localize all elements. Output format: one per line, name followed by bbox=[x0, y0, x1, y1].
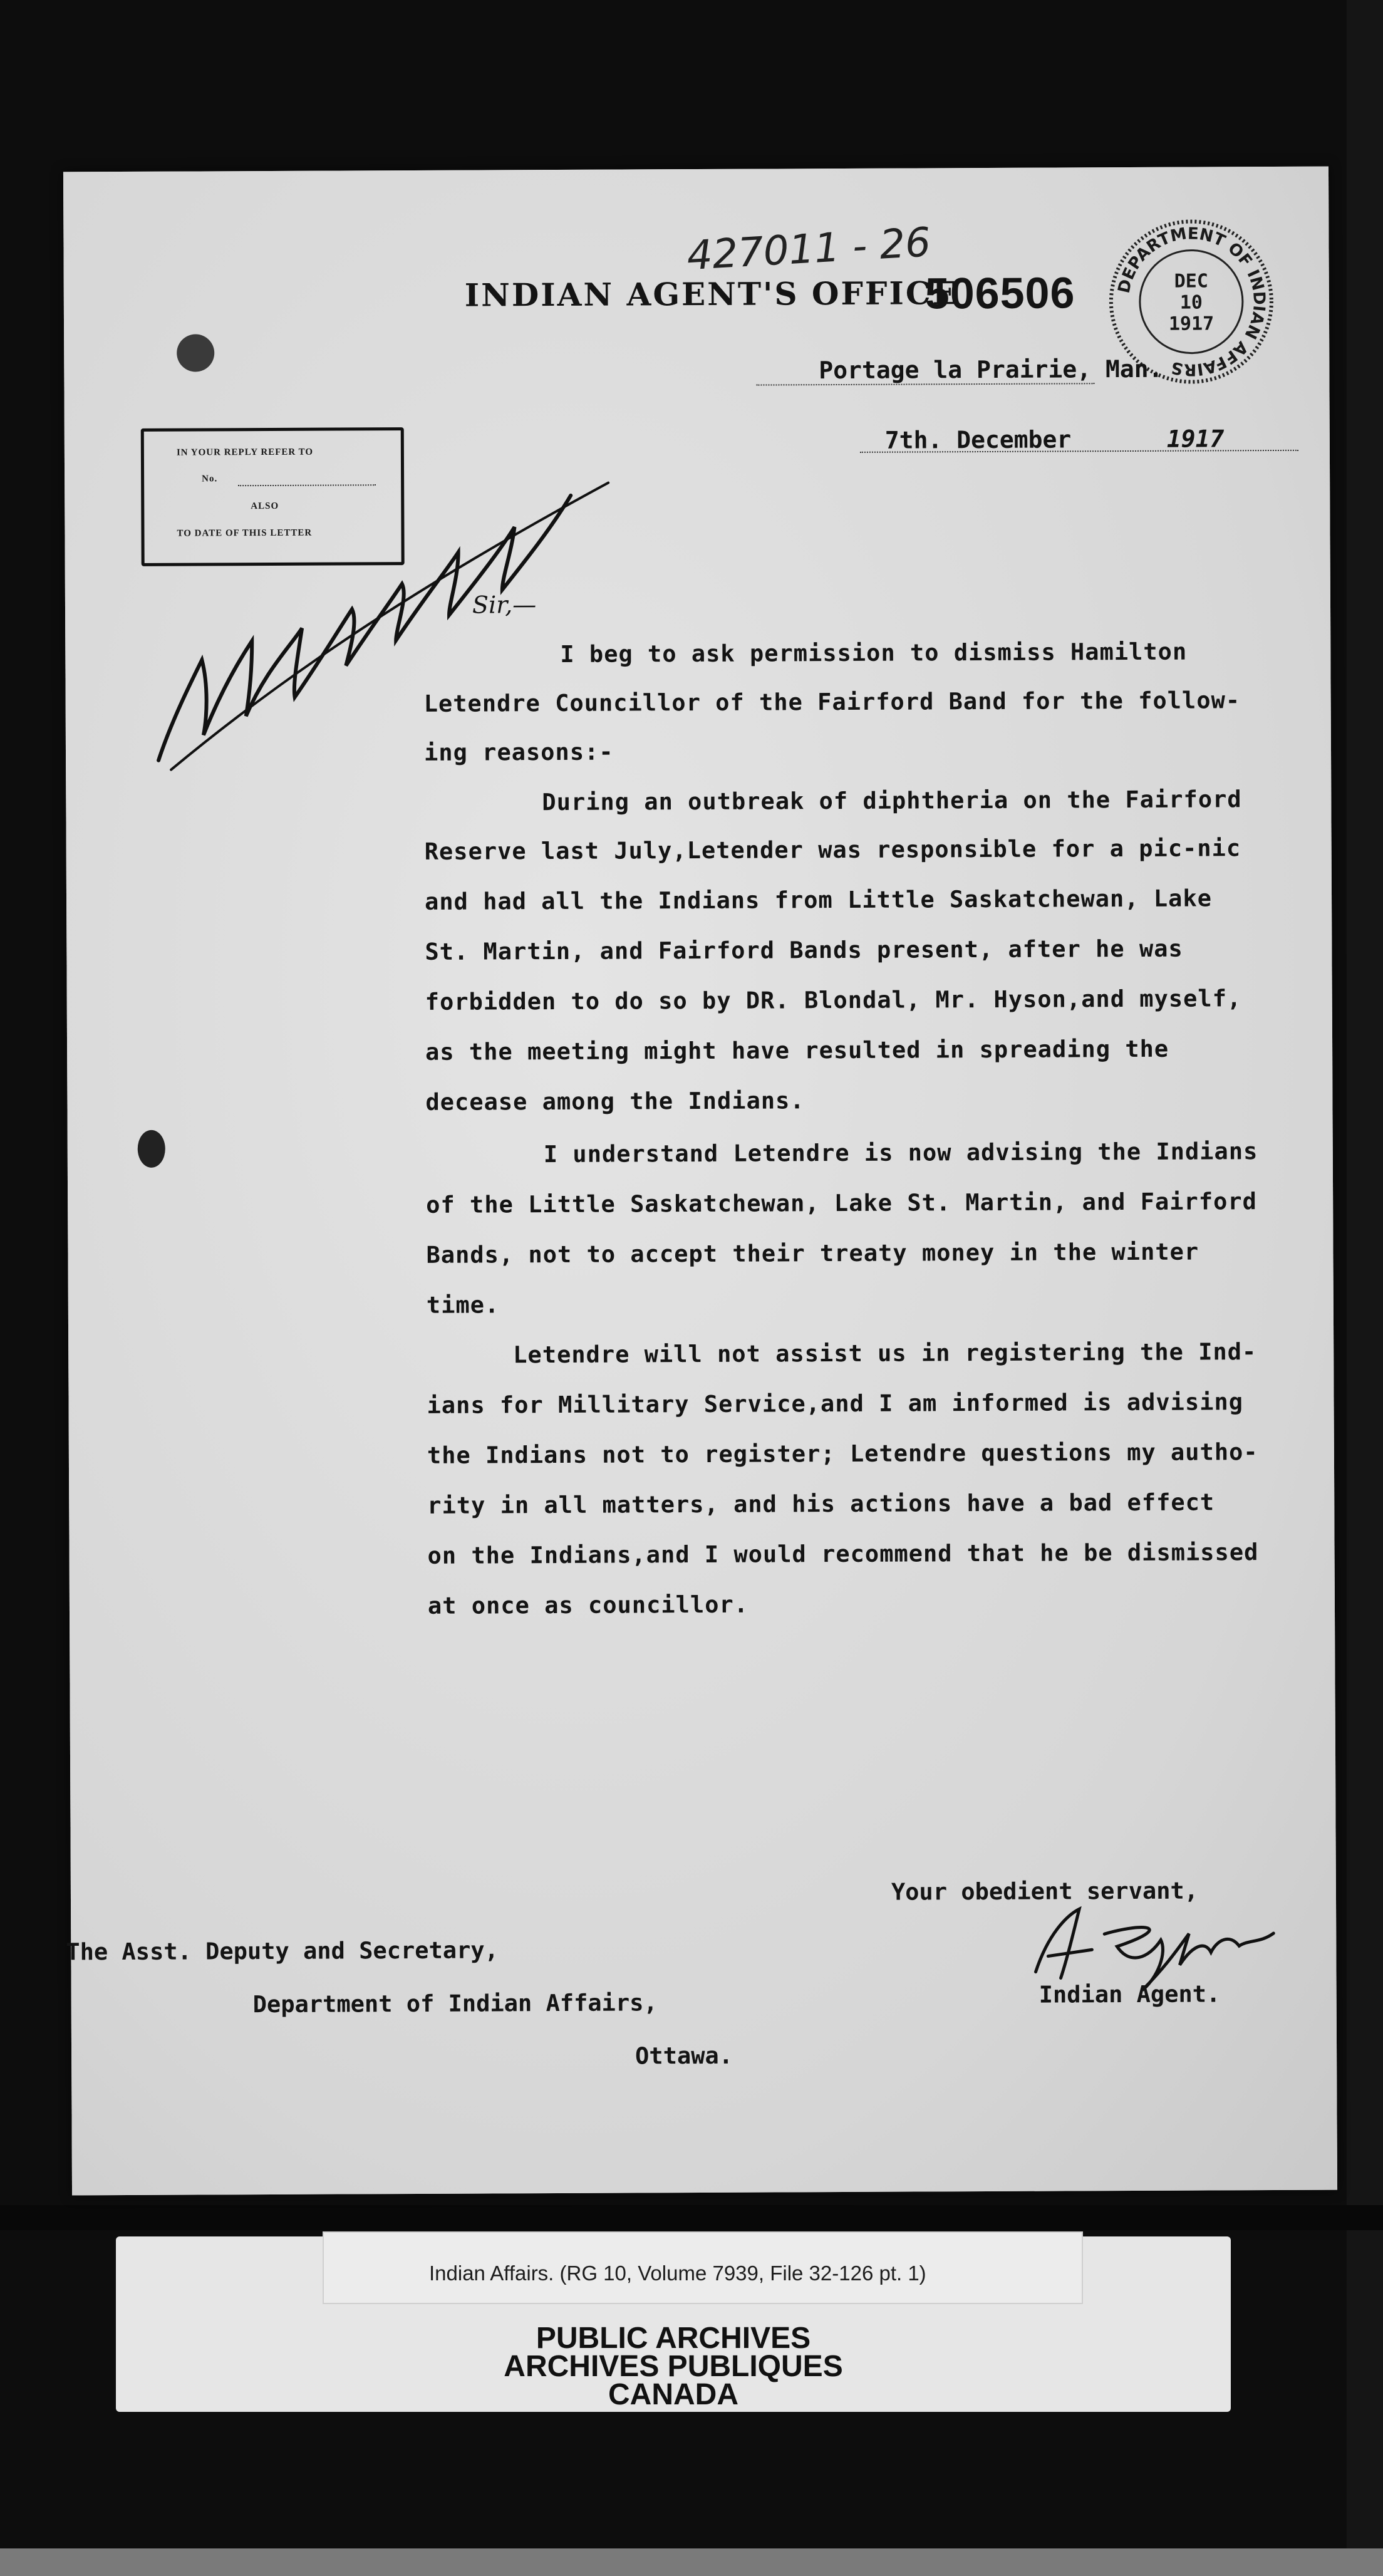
body-line: decease among the Indians. bbox=[425, 1087, 805, 1116]
body-line: forbidden to do so by DR. Blondal, Mr. Hyson,and myself, bbox=[425, 985, 1242, 1015]
body-line: During an outbreak of diphtheria on the Fairford bbox=[542, 786, 1242, 816]
ink-blot bbox=[177, 334, 214, 371]
body-line: I understand Letendre is now advising the Indians bbox=[543, 1138, 1258, 1168]
body-line: I beg to ask permission to dismiss Hamilton bbox=[560, 638, 1188, 668]
place-dotted-line bbox=[756, 383, 1094, 385]
salutation: Sir,— bbox=[472, 591, 537, 619]
letter-page bbox=[63, 167, 1337, 2196]
registry-number: 506506 bbox=[925, 268, 1075, 318]
body-line: Letendre Councillor of the Fairford Band for the follow- bbox=[423, 687, 1241, 717]
reply-box-line: ALSO bbox=[251, 501, 279, 512]
archive-reference: Indian Affairs. (RG 10, Volume 7939, File 32-126 pt. 1) bbox=[429, 2262, 926, 2285]
stamp-year: 1917 bbox=[1168, 313, 1215, 335]
stamp-ring-text: DEPARTMENT OF INDIAN AFFAIRS bbox=[1114, 224, 1269, 379]
stamp-month: DEC bbox=[1174, 270, 1208, 293]
archive-country: CANADA bbox=[608, 2378, 738, 2411]
body-line: St. Martin, and Fairford Bands present, after he was bbox=[425, 935, 1183, 965]
film-bottom-edge bbox=[0, 2548, 1383, 2576]
body-line: on the Indians,and I would recommend that he be dismissed bbox=[427, 1539, 1259, 1569]
body-line: Bands, not to accept their treaty money in the winter bbox=[426, 1238, 1199, 1269]
letter-year: 1917 bbox=[1166, 425, 1225, 453]
reply-box-line: TO DATE OF THIS LETTER bbox=[177, 527, 313, 539]
body-line: time. bbox=[426, 1291, 500, 1319]
letter-date: 7th. December bbox=[884, 425, 1072, 454]
body-line: rity in all matters, and his actions have a bad effect bbox=[427, 1488, 1215, 1519]
place-line-text: Portage la Prairie, Man. bbox=[819, 355, 1163, 385]
body-line: and had all the Indians from Little Saskatchewan, Lake bbox=[424, 885, 1213, 915]
body-line: ians for Millitary Service,and I am informed is advising bbox=[427, 1388, 1244, 1419]
reply-box-line: IN YOUR REPLY REFER TO bbox=[176, 447, 314, 458]
body-line: Letendre will not assist us in registering the Ind- bbox=[513, 1338, 1257, 1369]
body-line: Reserve last July,Letender was responsible for a pic-nic bbox=[424, 834, 1241, 865]
handwritten-annotation bbox=[132, 420, 622, 773]
archive-name-fr: ARCHIVES PUBLIQUES bbox=[504, 2350, 843, 2383]
archive-name-en: PUBLIC ARCHIVES bbox=[536, 2322, 811, 2355]
stamp-day: 10 bbox=[1179, 291, 1203, 314]
ink-blot bbox=[138, 1130, 165, 1168]
signer-title: Indian Agent. bbox=[1039, 1980, 1221, 2008]
addressee-line: The Asst. Deputy and Secretary, bbox=[66, 1936, 499, 1966]
reply-box-line: No. bbox=[202, 474, 218, 484]
body-line: as the meeting might have resulted in spreading the bbox=[425, 1035, 1169, 1066]
addressee-line: Department of Indian Affairs, bbox=[252, 1989, 658, 2018]
body-line: of the Little Saskatchewan, Lake St. Martin, and Fairford bbox=[426, 1188, 1257, 1218]
archive-label bbox=[116, 2236, 1231, 2412]
addressee-line: Ottawa. bbox=[635, 2042, 733, 2070]
office-title: INDIAN AGENT'S OFFICE bbox=[464, 274, 958, 314]
body-line: at once as councillor. bbox=[427, 1591, 749, 1619]
closing: Your obedient servant, bbox=[891, 1877, 1199, 1906]
file-number: 427011 - 26 bbox=[685, 219, 932, 280]
body-line: the Indians not to register; Letendre questions my autho- bbox=[427, 1438, 1258, 1469]
body-line: ing reasons:- bbox=[423, 738, 614, 766]
